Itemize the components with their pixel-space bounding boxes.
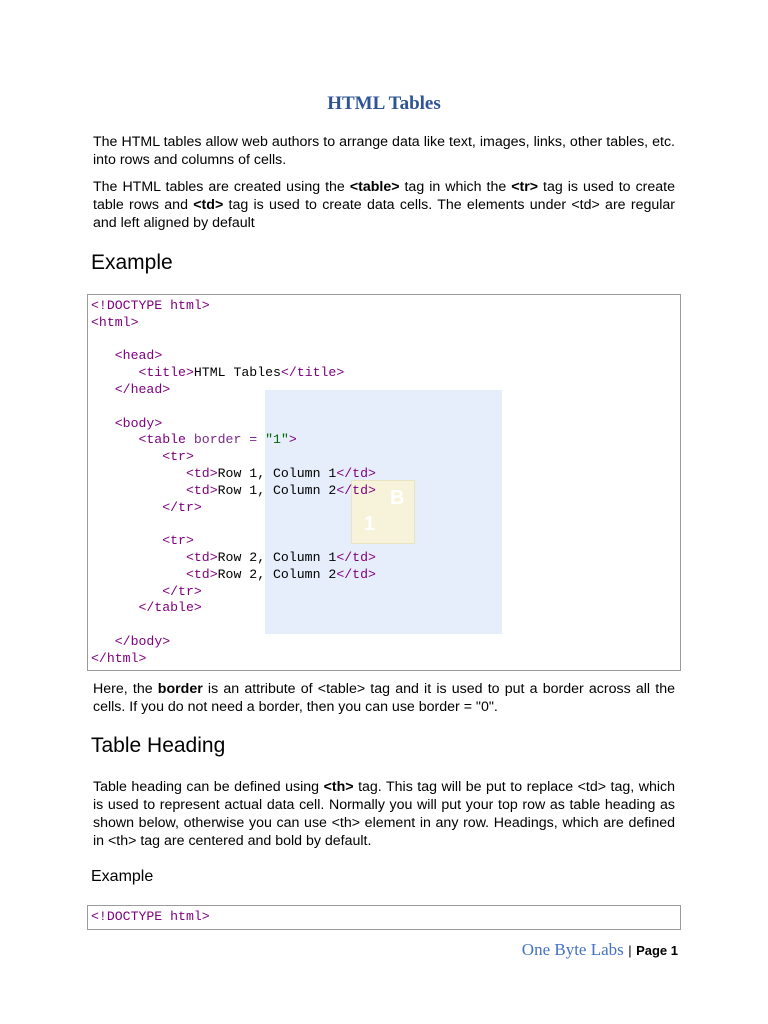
border-bold: border [157,681,203,697]
intro-paragraph-1: The HTML tables allow web authors to arrange data like text, images, links, other tables, etc. into rows and columns of cells. [93,134,675,168]
watermark-logo-char-1: 1 [364,513,376,535]
page-title: HTML Tables [327,93,441,114]
footer-brand: One Byte Labs [521,940,624,959]
example-heading: Example [91,251,173,274]
code-example-box [87,294,681,671]
code-block-2: <!DOCTYPE html> [91,909,210,924]
th-tag-bold: <th> [323,779,354,795]
table-tag-bold: <table> [349,179,400,195]
td-tag-bold: <td> [193,197,224,213]
footer-page-number: Page 1 [636,943,678,958]
intro-paragraph-2: The HTML tables are created using the <table> tag in which the <tr> tag is used to create table rows and <td> tag is used to create data cells. The elements under <td> are regular and left aligned by default [93,179,676,231]
table-heading-paragraph: Table heading can be defined using <th> tag. This tag will be put to replace <td> tag, which is used to represent actual data cell. Normally you will put your top row as table heading as shown below, otherwise you can use <th> element in any row. Headings, which are defined in <th> tag are centered and bold by default. [93,779,676,849]
watermark-logo-char-b: B [390,487,405,509]
border-note-paragraph: Here, the border is an attribute of <table> tag and it is used to put a border across all the cells. If you do not need a border, then you can use border = "0". [93,681,675,715]
tr-tag-bold: <tr> [511,179,539,195]
code-example-box-2 [87,905,681,930]
page-footer [522,940,678,961]
code-block: <!DOCTYPE html> <html> <head> <title>HTML Tables</title> </head> <body> <table border = "1"> <tr> <td>Row 1, Column 1</td> <td>Row 1, Column 2</td> </tr> <tr> <td>Row 2, Column 1</td> <td>Row 2, Column 2</td> </tr> </table> </body> </html> [91,298,376,666]
table-heading-heading: Table Heading [91,734,226,757]
footer-separator: | [628,943,632,958]
example-2-heading: Example [91,868,154,885]
